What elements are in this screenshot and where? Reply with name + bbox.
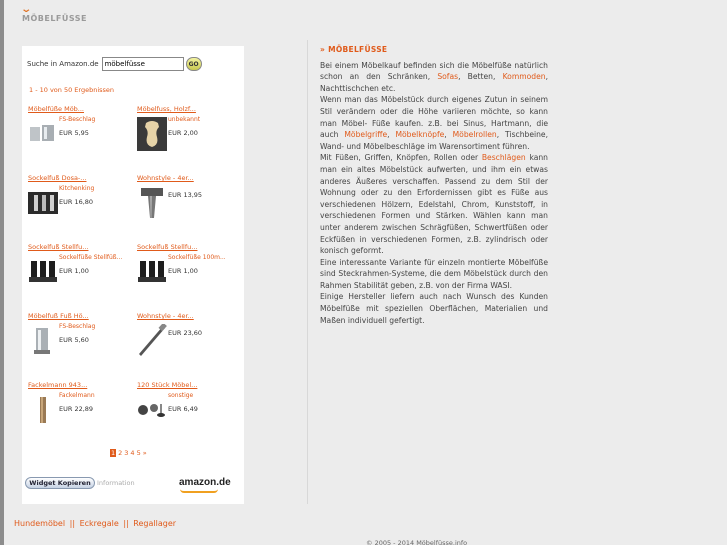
text: Bei einem Möbelkauf befinden sich die Möbelfüße natürlich schon an den Schränken, xyxy=(320,60,548,82)
text: Wenn man das Möbelstück durch eigenes Zutun in seinem Stil verändern oder die Höhe variieren möchte, so kann man Möbel- Füße kaufen. z.B. bei Sinus, Hartmann, die auch xyxy=(320,95,548,140)
product-title-link[interactable]: Sockelfuß Dosa-... xyxy=(28,174,87,182)
footer-link-eckregale[interactable]: Eckregale xyxy=(79,519,119,528)
link-kommoden[interactable]: Kommoden xyxy=(502,72,546,82)
product-brand: Sockelfüße 100m... xyxy=(168,254,226,261)
link-sofas[interactable]: Sofas xyxy=(437,72,459,82)
product-item[interactable] xyxy=(28,312,132,362)
article-paragraph xyxy=(320,60,548,95)
product-item[interactable] xyxy=(28,174,132,224)
page-current[interactable]: 1 xyxy=(111,449,116,457)
amazon-widget xyxy=(22,46,244,504)
product-info xyxy=(168,323,240,337)
link-moebelknoepfe[interactable]: Möbelknöpfe xyxy=(395,130,445,140)
text: Mit Füßen, Griffen, Knöpfen, Rollen oder xyxy=(320,153,482,163)
product-price: EUR 5,95 xyxy=(59,129,89,137)
page-heading: MÖBELFÜSSE xyxy=(22,14,88,23)
product-info xyxy=(59,185,131,206)
product-item[interactable] xyxy=(137,243,241,293)
link-beschlaege[interactable]: Beschlägen xyxy=(481,153,526,163)
widget-copy-button[interactable]: Widget Kopieren xyxy=(25,477,95,489)
amazon-search-row xyxy=(27,56,202,72)
left-border xyxy=(0,0,4,545)
black-adjustable-feet-icon[interactable] xyxy=(137,255,167,289)
article-paragraph: Einige Hersteller liefern auch nach Wunsch des Kunden Möbelfüße mit speziellen Oberflächen, Materialien und Maßen individuell gefertigt. xyxy=(320,292,548,325)
product-title-link[interactable]: 120 Stück Möbel... xyxy=(137,381,198,389)
long-leg-icon[interactable] xyxy=(137,324,167,358)
product-brand: Kitchenking xyxy=(59,185,95,192)
copyright: © 2005 - 2014 Möbelfüsse.info xyxy=(366,539,468,545)
text: , xyxy=(387,130,396,140)
footer-links xyxy=(14,519,176,528)
product-title-link[interactable]: Möbelfüße Möb... xyxy=(28,105,84,113)
page-next[interactable]: » xyxy=(142,449,147,457)
product-title-link[interactable]: Möbelfuss, Holzf... xyxy=(137,105,196,113)
glides-icon[interactable] xyxy=(137,393,167,427)
product-info xyxy=(168,116,240,137)
product-price: EUR 2,00 xyxy=(168,129,198,137)
page-link[interactable]: 3 xyxy=(124,449,129,457)
product-item[interactable] xyxy=(137,381,241,431)
footer-link-hundemoebel[interactable]: Hundemöbel xyxy=(14,519,66,528)
search-label: Suche in Amazon.de xyxy=(27,60,99,68)
tapered-leg-icon[interactable] xyxy=(137,186,167,220)
pagination xyxy=(110,449,147,457)
product-price: EUR 22,89 xyxy=(59,405,94,413)
footer-link-regallager[interactable]: Regallager xyxy=(133,519,177,528)
article-paragraph: Eine interessante Variante für einzeln montierte Möbelfüße sind Steckrahmen-Systeme, die dem Möbelstück durch den Rahmen Stabilität geben, z.B. von der Firma WASI. xyxy=(320,257,548,290)
article xyxy=(320,44,548,326)
product-info xyxy=(168,392,240,413)
product-item[interactable] xyxy=(28,105,132,155)
socket-feet-icon[interactable] xyxy=(28,186,58,220)
product-brand: sonstige xyxy=(168,392,194,399)
page-link[interactable]: 4 xyxy=(130,449,135,457)
product-info xyxy=(59,254,131,275)
product-title-link[interactable]: Fackelmann 943... xyxy=(28,381,88,389)
page-link[interactable]: 2 xyxy=(118,449,123,457)
product-brand: FS-Beschlag xyxy=(59,323,96,330)
product-item[interactable] xyxy=(137,174,241,224)
text: , Betten, xyxy=(458,72,503,82)
product-price: EUR 13,95 xyxy=(168,191,203,199)
widget-info-link[interactable]: Information xyxy=(97,479,135,487)
product-price: EUR 6,49 xyxy=(168,405,198,413)
text: , Nachttischchen etc. xyxy=(320,72,548,93)
product-title-link[interactable]: Möbelfuß Fuß Hö... xyxy=(28,312,89,320)
cylinder-foot-icon[interactable] xyxy=(28,393,58,427)
product-info xyxy=(59,116,131,137)
product-brand: Sockelfüße Stellfüß... xyxy=(59,254,123,261)
product-info xyxy=(168,254,240,275)
footer-separator: || xyxy=(123,519,129,528)
chrome-feet-icon[interactable] xyxy=(28,324,58,358)
amazon-logo[interactable]: amazon.de xyxy=(179,477,231,488)
wooden-foot-icon[interactable] xyxy=(137,117,167,151)
product-brand: FS-Beschlag xyxy=(59,116,96,123)
chrome-feet-icon[interactable] xyxy=(28,117,58,151)
product-price: EUR 23,60 xyxy=(168,329,203,337)
product-item[interactable] xyxy=(137,105,241,155)
product-title-link[interactable]: Wohnstyle - 4er... xyxy=(137,312,194,320)
product-price: EUR 1,00 xyxy=(59,267,89,275)
text: , xyxy=(444,130,453,140)
product-title-link[interactable]: Sockelfuß Stellfu... xyxy=(28,243,89,251)
product-info xyxy=(59,392,131,413)
product-item[interactable] xyxy=(28,243,132,293)
product-info xyxy=(168,185,240,199)
product-item[interactable] xyxy=(28,381,132,431)
go-button[interactable]: GO xyxy=(186,57,202,71)
link-moebelrollen[interactable]: Möbelrollen xyxy=(452,130,497,140)
footer-separator: || xyxy=(69,519,76,528)
product-brand: Fackelmann xyxy=(59,392,95,399)
article-paragraph xyxy=(320,152,548,256)
column-divider xyxy=(307,40,308,504)
search-input[interactable] xyxy=(102,57,184,71)
product-price: EUR 1,00 xyxy=(168,267,198,275)
product-title-link[interactable]: Sockelfuß Stellfu... xyxy=(137,243,198,251)
product-price: EUR 16,80 xyxy=(59,198,94,206)
black-adjustable-feet-icon[interactable] xyxy=(28,255,58,289)
results-count: 1 - 10 von 50 Ergebnissen xyxy=(29,86,115,94)
article-title: » MÖBELFÜSSE xyxy=(320,45,388,54)
product-price: EUR 5,60 xyxy=(59,336,89,344)
article-title-text: MÖBELFÜSSE xyxy=(328,45,388,54)
text: , Tischbeine, Wand- und Möbelbeschläge im Warensortiment führen. xyxy=(320,130,549,151)
link-moebelgriffe[interactable]: Möbelgriffe xyxy=(344,130,388,140)
product-item[interactable] xyxy=(137,312,241,362)
amazon-smile-icon xyxy=(180,489,218,493)
product-title-link[interactable]: Wohnstyle - 4er... xyxy=(137,174,194,182)
product-brand: unbekannt xyxy=(168,116,201,123)
article-paragraph xyxy=(320,94,548,152)
product-info xyxy=(59,323,131,344)
text: kann man ein altes Möbelstück aufwerten, und ihm ein etwas anderes Äußeres verschaffen. Passend zu dem Stil der Wohnung oder zu den Erfordernissen gibt es Füße aus verschiedenen Hölzern, Edelstahl, Chrom, Kunststoff, in verschiedenen Formen und Stärken. Wählen kann man unter anderem zwischen Schrägfüßen, Schwertfüßen oder Eckfüßen in verschiedenen Formen, z.B. zylindrisch oder konisch geformt. xyxy=(320,153,548,256)
chevron-down-icon[interactable]: ⌄ xyxy=(20,4,33,15)
page-link[interactable]: 5 xyxy=(136,449,141,457)
